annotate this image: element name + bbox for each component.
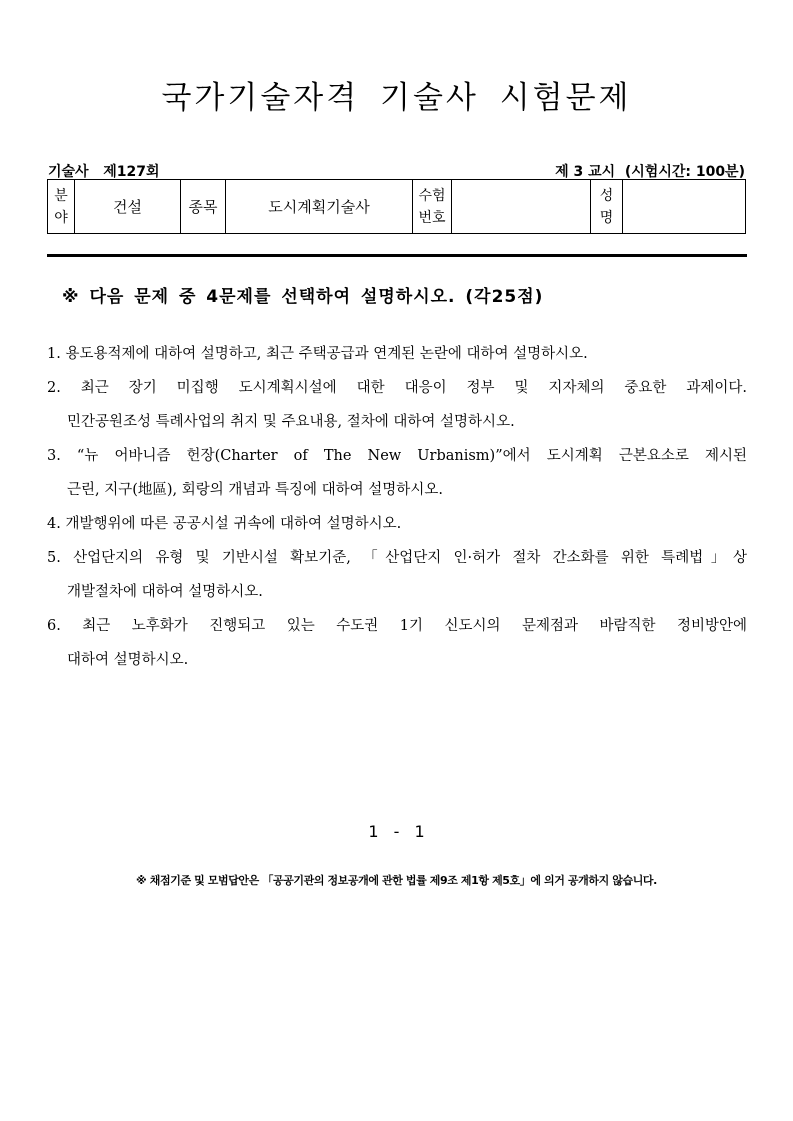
category-label: 종목 bbox=[181, 180, 226, 234]
exam-info-table bbox=[47, 179, 746, 234]
question-line: 민간공원조성 특례사업의 취지 및 주요내용, 절차에 대하여 설명하시오. bbox=[67, 414, 515, 430]
page-number: 1 - 1 bbox=[368, 822, 425, 841]
question-item bbox=[47, 337, 747, 371]
exam-number-label-line-1: 수험 bbox=[418, 187, 446, 204]
divider-rule bbox=[47, 254, 747, 257]
name-label-cell bbox=[591, 180, 623, 234]
exam-number-field[interactable] bbox=[452, 180, 591, 234]
question-line: 6. 최근 노후화가 진행되고 있는 수도권 1기 신도시의 문제점과 바람직한 정비방안에 bbox=[47, 618, 747, 634]
question-list bbox=[47, 337, 747, 677]
field-label-line-2: 야 bbox=[54, 209, 68, 226]
name-label-line-1: 성 bbox=[599, 187, 614, 204]
exam-period-label: 제 3 교시 (시험시간: 100분) bbox=[555, 164, 745, 180]
question-line: 개발절차에 대하여 설명하시오. bbox=[67, 584, 263, 600]
exam-session-label: 기술사 제127회 bbox=[48, 164, 160, 180]
field-value: 건설 bbox=[75, 180, 181, 234]
question-line: 4. 개발행위에 따른 공공시설 귀속에 대하여 설명하시오. bbox=[47, 516, 402, 532]
question-item bbox=[47, 439, 747, 507]
question-line: 근린, 지구(地區), 회랑의 개념과 특징에 대하여 설명하시오. bbox=[67, 482, 443, 498]
question-item bbox=[47, 609, 747, 677]
question-line: 3. “뉴 어바니즘 헌장(Charter of The New Urbanism)”에서 도시계획 근본요소로 제시된 bbox=[47, 448, 747, 464]
instruction: ※ 다음 문제 중 4문제를 선택하여 설명하시오. (각25점) bbox=[62, 287, 544, 307]
category-value: 도시계획기술사 bbox=[226, 180, 413, 234]
name-field[interactable] bbox=[623, 180, 746, 234]
question-item bbox=[47, 507, 747, 541]
question-line: 1. 용도용적제에 대하여 설명하고, 최근 주택공급과 연계된 논란에 대하여 설명하시오. bbox=[47, 346, 588, 362]
question-item bbox=[47, 371, 747, 439]
exam-title: 국가기술자격 기술사 시험문제 bbox=[161, 80, 632, 116]
field-label-line-1: 분 bbox=[54, 187, 68, 204]
question-item bbox=[47, 541, 747, 609]
exam-number-label-line-2: 번호 bbox=[418, 209, 446, 226]
exam-number-label-cell bbox=[413, 180, 452, 234]
question-line: 2. 최근 장기 미집행 도시계획시설에 대한 대응이 정부 및 지자체의 중요한 과제이다. bbox=[47, 380, 747, 396]
question-line: 대하여 설명하시오. bbox=[67, 652, 189, 668]
name-label-line-2: 명 bbox=[599, 209, 614, 226]
question-line: 5. 산업단지의 유형 및 기반시설 확보기준, 「산업단지 인·허가 절차 간소화를 위한 특례법」상 bbox=[47, 550, 747, 566]
field-label-cell bbox=[48, 180, 75, 234]
footnote: ※ 채점기준 및 모범답안은 「공공기관의 정보공개에 관한 법률 제9조 제1항 제5호」에 의거 공개하지 않습니다. bbox=[136, 874, 657, 887]
